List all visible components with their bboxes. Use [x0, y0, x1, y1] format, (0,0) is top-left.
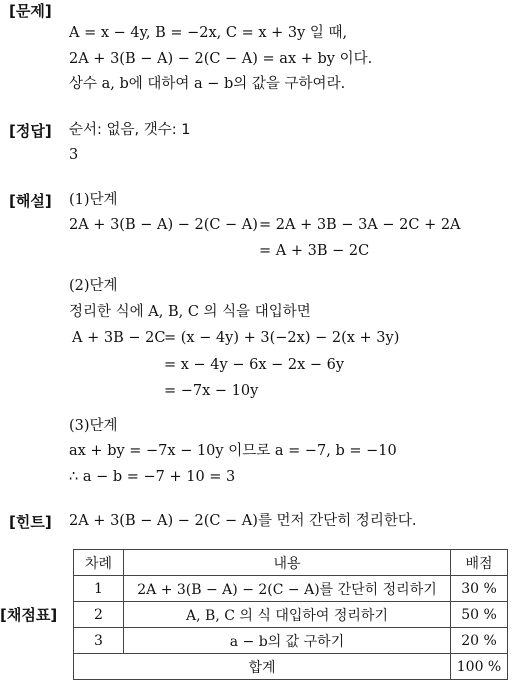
rubric-header-content: 내용 — [124, 550, 451, 576]
step2-line1-rhs: = (x − 4y) + 3(−2x) − 2(x + 3y) — [164, 330, 400, 346]
hint-text: 2A + 3(B − A) − 2(C − A)를 먼저 간단히 정리한다. — [69, 513, 417, 529]
rubric-total-label: 합계 — [74, 654, 451, 680]
hint-tag: [힌트] — [9, 513, 52, 531]
problem-line-2: 2A + 3(B − A) − 2(C − A) = ax + by 이다. — [69, 51, 373, 67]
rubric-table — [73, 549, 508, 680]
rubric-row-score: 30 % — [451, 576, 508, 602]
answer-tag: [정답] — [9, 122, 52, 140]
rubric-tag: [채점표] — [0, 606, 58, 624]
step2-title: (2)단계 — [69, 278, 118, 294]
step2-line1-lhs: A + 3B − 2C — [72, 330, 166, 346]
rubric-row-no: 3 — [74, 628, 124, 654]
rubric-row-content: a − b의 값 구하기 — [124, 628, 451, 654]
step1-line1-rhs: = 2A + 3B − 3A − 2C + 2A — [259, 217, 461, 233]
rubric-row-no: 2 — [74, 602, 124, 628]
step1-line1-lhs: 2A + 3(B − A) − 2(C − A) — [69, 217, 258, 233]
rubric-row-content: 2A + 3(B − A) − 2(C − A)를 간단히 정리하기 — [124, 576, 451, 602]
rubric-row-score: 20 % — [451, 628, 508, 654]
table-row — [74, 628, 508, 654]
rubric-row-content: A, B, C 의 식 대입하여 정리하기 — [124, 602, 451, 628]
step3-title: (3)단계 — [69, 418, 118, 434]
rubric-total-score: 100 % — [451, 654, 508, 680]
step3-line2: ∴ a − b = −7 + 10 = 3 — [69, 469, 236, 485]
rubric-row-no: 1 — [74, 576, 124, 602]
answer-meta: 순서: 없음, 갯수: 1 — [69, 122, 191, 138]
table-row — [74, 602, 508, 628]
rubric-header-score: 배점 — [451, 550, 508, 576]
step3-line1: ax + by = −7x − 10y 이므로 a = −7, b = −10 — [69, 443, 397, 459]
rubric-header-row — [74, 550, 508, 576]
step2-intro: 정리한 식에 A, B, C 의 식을 대입하면 — [69, 304, 311, 320]
rubric-header-no: 차례 — [74, 550, 124, 576]
problem-tag: [문제] — [9, 2, 52, 20]
table-row — [74, 576, 508, 602]
step2-line3-rhs: = −7x − 10y — [164, 383, 259, 399]
problem-line-1: A = x − 4y, B = −2x, C = x + 3y 일 때, — [69, 25, 348, 41]
answer-value: 3 — [69, 147, 79, 163]
rubric-total-row — [74, 654, 508, 680]
rubric-row-score: 50 % — [451, 602, 508, 628]
step1-title: (1)단계 — [69, 192, 118, 208]
step1-line2-rhs: = A + 3B − 2C — [259, 243, 370, 259]
problem-line-3: 상수 a, b에 대하여 a − b의 값을 구하여라. — [69, 76, 346, 92]
step2-line2-rhs: = x − 4y − 6x − 2x − 6y — [164, 357, 345, 373]
solution-tag: [해설] — [9, 192, 52, 210]
